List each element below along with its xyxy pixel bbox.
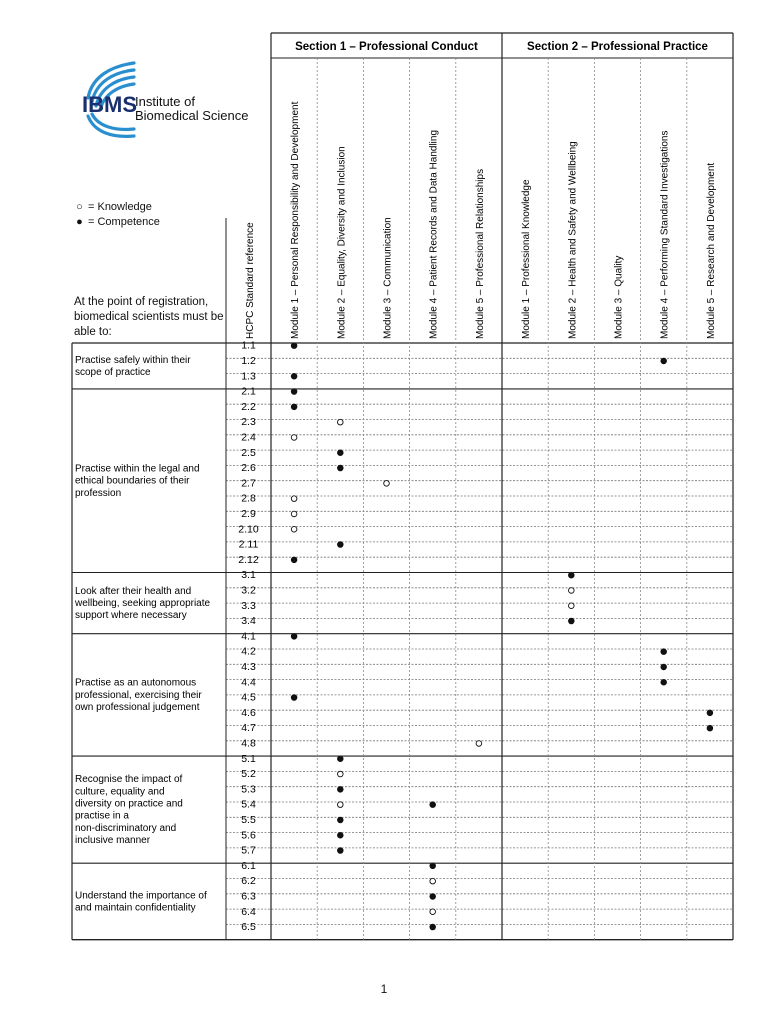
hcpc-ref: 4.8 [241, 737, 256, 750]
competence-mark [291, 557, 297, 563]
hcpc-ref: 2.3 [241, 416, 256, 429]
hcpc-ref: 4.3 [241, 660, 256, 673]
hcpc-ref: 2.9 [241, 507, 256, 520]
competence-symbol: ● [76, 216, 83, 228]
competence-mark [338, 542, 344, 548]
page-number: 1 [380, 982, 388, 996]
knowledge-mark [476, 741, 482, 747]
module-header-10: Module 5 – Research and Development [705, 162, 717, 339]
competence-mark [338, 465, 344, 471]
knowledge-mark [291, 511, 297, 517]
knowledge-mark [430, 909, 436, 915]
competency-group-label: Practise within the legal and ethical boundaries of their profession [75, 463, 200, 499]
hcpc-ref: 5.4 [241, 798, 256, 811]
hcpc-ref: 1.3 [241, 370, 256, 383]
competence-mark [661, 664, 667, 670]
hcpc-ref: 4.5 [241, 691, 256, 704]
hcpc-ref: 4.6 [241, 706, 256, 719]
logo-name-line2: Biomedical Science [135, 108, 249, 123]
module-header-9: Module 4 – Performing Standard Investigations [659, 130, 671, 339]
knowledge-mark [291, 496, 297, 502]
hcpc-ref: 5.2 [241, 768, 256, 781]
hcpc-ref: 2.8 [241, 492, 256, 505]
competence-mark [291, 404, 297, 410]
competence-mark [707, 725, 713, 731]
hcpc-ref: 2.4 [241, 431, 256, 444]
hcpc-ref: 3.1 [241, 569, 256, 582]
competence-mark [569, 572, 575, 578]
hcpc-ref: 6.3 [241, 890, 256, 903]
knowledge-symbol: ○ [76, 201, 83, 213]
hcpc-ref: 4.4 [241, 676, 256, 689]
logo-abbr: IBMS [82, 92, 137, 117]
competence-label: = Competence [88, 216, 160, 228]
competency-group-label: Understand the importance of and maintain confidentiality [75, 890, 207, 914]
hcpc-ref: 3.4 [241, 615, 256, 628]
module-header-1: Module 1 – Personal Responsibility and Development [290, 101, 302, 339]
hcpc-ref: 6.5 [241, 921, 256, 934]
hcpc-ref: 2.7 [241, 477, 256, 490]
module-header-8: Module 3 – Quality [613, 255, 625, 339]
hcpc-ref: 5.5 [241, 813, 256, 826]
hcpc-ref: 4.2 [241, 645, 256, 658]
competence-mark [338, 817, 344, 823]
hcpc-ref: 4.7 [241, 722, 256, 735]
hcpc-ref: 2.1 [241, 385, 256, 398]
competency-group-label: Practise safely within their scope of practice [75, 354, 191, 378]
hcpc-ref: 5.7 [241, 844, 256, 857]
competency-group-label: Recognise the impact of culture, equality and diversity on practice and practise in a non-discriminatory and inclusive manner [75, 774, 183, 847]
hcpc-ref: 2.12 [238, 553, 259, 566]
competence-mark [338, 848, 344, 854]
competency-group-label: Practise as an autonomous professional, exercising their own professional judgement [75, 677, 202, 713]
hcpc-ref: 2.10 [238, 523, 259, 536]
knowledge-mark [291, 435, 297, 441]
hcpc-ref: 5.3 [241, 783, 256, 796]
competence-mark [338, 832, 344, 838]
hcpc-ref: 2.5 [241, 446, 256, 459]
knowledge-mark [430, 878, 436, 884]
competency-group-label: Look after their health and wellbeing, seeking appropriate support where necessary [75, 585, 211, 622]
logo-name-line1: Institute of [135, 94, 195, 109]
competence-mark [430, 894, 436, 900]
intro-text: At the point of registration, biomedical scientists must be able to: [74, 296, 224, 338]
hcpc-ref: 6.2 [241, 875, 256, 888]
knowledge-mark [569, 603, 575, 609]
competence-mark [291, 389, 297, 395]
module-header-7: Module 2 – Health and Safety and Wellbeing [567, 141, 579, 339]
hcpc-ref: 6.4 [241, 905, 256, 918]
hcpc-ref: 4.1 [241, 630, 256, 643]
hcpc-ref: 2.11 [238, 538, 259, 551]
hcpc-ref: 5.1 [241, 752, 256, 765]
competence-mark [291, 695, 297, 701]
competence-mark [338, 450, 344, 456]
competence-mark [430, 863, 436, 869]
competence-mark [661, 679, 667, 685]
hcpc-ref: 2.6 [241, 462, 256, 475]
section-title-2: Section 2 – Professional Practice [527, 41, 708, 53]
competence-mark [338, 787, 344, 793]
module-header-6: Module 1 – Professional Knowledge [521, 179, 533, 339]
knowledge-label: = Knowledge [88, 201, 152, 213]
module-header-3: Module 3 – Communication [382, 217, 394, 339]
competence-mark [661, 649, 667, 655]
hcpc-ref: 1.1 [241, 339, 256, 352]
hcpc-ref: 5.6 [241, 829, 256, 842]
hcpc-ref: 3.2 [241, 584, 256, 597]
competence-mark [707, 710, 713, 716]
knowledge-mark [338, 419, 344, 425]
knowledge-mark [569, 588, 575, 594]
hcpc-ref: 2.2 [241, 400, 256, 413]
competence-mark [338, 756, 344, 762]
hcpc-ref: 6.1 [241, 859, 256, 872]
module-header-5: Module 5 – Professional Relationships [474, 168, 486, 339]
hcpc-ref: 3.3 [241, 599, 256, 612]
module-header-4: Module 4 – Patient Records and Data Handling [428, 129, 440, 339]
hcpc-ref: 1.2 [241, 354, 256, 367]
knowledge-mark [338, 802, 344, 808]
competence-mark [430, 924, 436, 930]
competence-mark [291, 634, 297, 640]
module-header-2: Module 2 – Equality, Diversity and Inclusion [336, 146, 348, 339]
competence-mark [661, 358, 667, 364]
competence-mark [569, 618, 575, 624]
section-title-1: Section 1 – Professional Conduct [295, 41, 478, 53]
hcpc-header: HCPC Standard reference [245, 222, 256, 339]
knowledge-mark [291, 526, 297, 532]
competence-mark [430, 802, 436, 808]
knowledge-mark [338, 771, 344, 777]
knowledge-mark [384, 481, 390, 487]
competence-mark [291, 343, 297, 349]
competence-mark [291, 373, 297, 379]
